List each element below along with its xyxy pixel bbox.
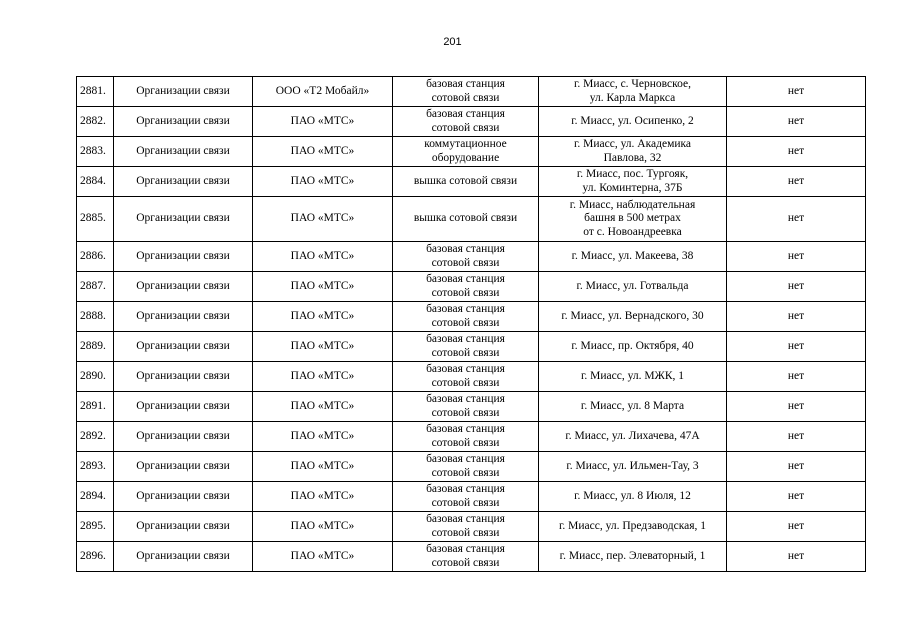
row-number-cell-text: 2892. <box>80 429 106 442</box>
address-cell-text: г. Миасс, пос. Тургояк, ул. Коминтерна, 37Б <box>576 168 689 194</box>
object-type-cell-text: базовая станция сотовой связи <box>426 78 505 104</box>
flag-cell <box>727 107 866 137</box>
flag-cell-text: нет <box>787 114 805 127</box>
object-type-cell-text: базовая станция сотовой связи <box>426 543 505 569</box>
row-number-cell <box>77 362 114 392</box>
row-number-cell <box>77 332 114 362</box>
flag-cell <box>727 77 866 107</box>
owner-cell <box>253 512 393 542</box>
category-cell-text: Организации связи <box>136 459 230 472</box>
category-cell <box>114 392 253 422</box>
owner-cell-text: ПАО «МТС» <box>290 212 355 225</box>
address-cell-text: г. Миасс, наблюдательная башня в 500 метрах от с. Новоандреевка <box>569 198 696 238</box>
owner-cell <box>253 422 393 452</box>
address-cell <box>539 242 727 272</box>
flag-cell-text: нет <box>787 212 805 225</box>
object-type-cell-text: базовая станция сотовой связи <box>426 423 505 449</box>
object-type-cell <box>393 77 539 107</box>
row-number-cell-text: 2881. <box>80 84 106 97</box>
flag-cell-text: нет <box>787 174 805 187</box>
table-row <box>77 242 866 272</box>
category-cell <box>114 302 253 332</box>
category-cell <box>114 512 253 542</box>
owner-cell-text: ПАО «МТС» <box>290 174 355 187</box>
address-cell-text: г. Миасс, ул. Готвальда <box>576 279 689 292</box>
row-number-cell <box>77 422 114 452</box>
object-type-cell-text: базовая станция сотовой связи <box>426 273 505 299</box>
row-number-cell-text: 2886. <box>80 249 106 262</box>
object-type-cell <box>393 167 539 197</box>
category-cell-text: Организации связи <box>136 174 230 187</box>
object-type-cell-text: базовая станция сотовой связи <box>426 303 505 329</box>
owner-cell <box>253 197 393 242</box>
row-number-cell <box>77 167 114 197</box>
row-number-cell-text: 2894. <box>80 489 106 502</box>
category-cell-text: Организации связи <box>136 339 230 352</box>
address-cell <box>539 542 727 572</box>
owner-cell-text: ПАО «МТС» <box>290 339 355 352</box>
flag-cell-text: нет <box>787 339 805 352</box>
row-number-cell <box>77 77 114 107</box>
flag-cell <box>727 452 866 482</box>
row-number-cell <box>77 482 114 512</box>
object-type-cell <box>393 362 539 392</box>
table-row <box>77 107 866 137</box>
row-number-cell-text: 2884. <box>80 174 106 187</box>
category-cell-text: Организации связи <box>136 549 230 562</box>
address-cell <box>539 332 727 362</box>
table-row <box>77 302 866 332</box>
table-row <box>77 272 866 302</box>
owner-cell-text: ПАО «МТС» <box>290 144 355 157</box>
category-cell-text: Организации связи <box>136 309 230 322</box>
owner-cell-text: ПАО «МТС» <box>290 114 355 127</box>
table-row <box>77 137 866 167</box>
flag-cell <box>727 167 866 197</box>
flag-cell-text: нет <box>787 84 805 97</box>
owner-cell-text: ПАО «МТС» <box>290 399 355 412</box>
category-cell-text: Организации связи <box>136 144 230 157</box>
category-cell <box>114 542 253 572</box>
row-number-cell-text: 2882. <box>80 114 106 127</box>
category-cell <box>114 137 253 167</box>
category-cell-text: Организации связи <box>136 212 230 225</box>
registry-table-body <box>77 77 866 572</box>
row-number-cell <box>77 452 114 482</box>
row-number-cell-text: 2885. <box>80 212 106 225</box>
owner-cell <box>253 332 393 362</box>
owner-cell <box>253 242 393 272</box>
address-cell <box>539 362 727 392</box>
flag-cell-text: нет <box>787 399 805 412</box>
page-number: 201 <box>443 36 462 48</box>
row-number-cell <box>77 542 114 572</box>
flag-cell <box>727 302 866 332</box>
row-number-cell <box>77 137 114 167</box>
object-type-cell <box>393 272 539 302</box>
object-type-cell <box>393 452 539 482</box>
category-cell <box>114 452 253 482</box>
object-type-cell <box>393 392 539 422</box>
owner-cell-text: ПАО «МТС» <box>290 459 355 472</box>
table-row <box>77 332 866 362</box>
row-number-cell-text: 2888. <box>80 309 106 322</box>
address-cell-text: г. Миасс, ул. Макеева, 38 <box>571 249 694 262</box>
object-type-cell-text: базовая станция сотовой связи <box>426 108 505 134</box>
category-cell-text: Организации связи <box>136 429 230 442</box>
flag-cell <box>727 542 866 572</box>
flag-cell-text: нет <box>787 519 805 532</box>
table-row <box>77 167 866 197</box>
owner-cell <box>253 77 393 107</box>
object-type-cell <box>393 137 539 167</box>
row-number-cell-text: 2895. <box>80 519 106 532</box>
address-cell-text: г. Миасс, пер. Элеваторный, 1 <box>559 549 706 562</box>
address-cell <box>539 512 727 542</box>
table-row <box>77 452 866 482</box>
object-type-cell-text: базовая станция сотовой связи <box>426 393 505 419</box>
object-type-cell <box>393 242 539 272</box>
row-number-cell-text: 2887. <box>80 279 106 292</box>
category-cell-text: Организации связи <box>136 489 230 502</box>
category-cell-text: Организации связи <box>136 369 230 382</box>
owner-cell <box>253 137 393 167</box>
owner-cell <box>253 167 393 197</box>
owner-cell-text: ПАО «МТС» <box>290 279 355 292</box>
flag-cell <box>727 392 866 422</box>
owner-cell <box>253 482 393 512</box>
owner-cell-text: ООО «Т2 Мобайл» <box>275 84 370 97</box>
flag-cell-text: нет <box>787 144 805 157</box>
object-type-cell <box>393 482 539 512</box>
address-cell-text: г. Миасс, ул. МЖК, 1 <box>580 369 685 382</box>
owner-cell-text: ПАО «МТС» <box>290 309 355 322</box>
address-cell-text: г. Миасс, ул. Академика Павлова, 32 <box>573 138 692 164</box>
address-cell-text: г. Миасс, ул. Лихачева, 47А <box>565 429 700 442</box>
category-cell <box>114 107 253 137</box>
object-type-cell <box>393 107 539 137</box>
row-number-cell-text: 2883. <box>80 144 106 157</box>
flag-cell-text: нет <box>787 249 805 262</box>
address-cell-text: г. Миасс, ул. Осипенко, 2 <box>571 114 694 127</box>
category-cell <box>114 197 253 242</box>
row-number-cell <box>77 512 114 542</box>
flag-cell <box>727 332 866 362</box>
table-row <box>77 482 866 512</box>
table-row <box>77 422 866 452</box>
flag-cell <box>727 197 866 242</box>
address-cell-text: г. Миасс, с. Черновское, ул. Карла Маркса <box>573 78 692 104</box>
address-cell <box>539 452 727 482</box>
table-row <box>77 197 866 242</box>
category-cell <box>114 167 253 197</box>
row-number-cell <box>77 197 114 242</box>
category-cell <box>114 272 253 302</box>
table-row <box>77 362 866 392</box>
object-type-cell <box>393 422 539 452</box>
object-type-cell <box>393 302 539 332</box>
owner-cell <box>253 107 393 137</box>
flag-cell-text: нет <box>787 369 805 382</box>
address-cell <box>539 107 727 137</box>
category-cell-text: Организации связи <box>136 519 230 532</box>
address-cell <box>539 482 727 512</box>
address-cell-text: г. Миасс, ул. 8 Марта <box>580 399 685 412</box>
flag-cell-text: нет <box>787 279 805 292</box>
object-type-cell-text: вышка сотовой связи <box>413 212 518 225</box>
owner-cell-text: ПАО «МТС» <box>290 489 355 502</box>
row-number-cell-text: 2896. <box>80 549 106 562</box>
flag-cell <box>727 362 866 392</box>
address-cell <box>539 272 727 302</box>
flag-cell-text: нет <box>787 429 805 442</box>
owner-cell <box>253 452 393 482</box>
object-type-cell <box>393 332 539 362</box>
address-cell <box>539 302 727 332</box>
row-number-cell-text: 2893. <box>80 459 106 472</box>
table-row <box>77 77 866 107</box>
address-cell <box>539 137 727 167</box>
flag-cell-text: нет <box>787 549 805 562</box>
address-cell-text: г. Миасс, ул. 8 Июля, 12 <box>574 489 691 502</box>
category-cell <box>114 332 253 362</box>
row-number-cell-text: 2889. <box>80 339 106 352</box>
flag-cell-text: нет <box>787 309 805 322</box>
flag-cell <box>727 422 866 452</box>
table-row <box>77 542 866 572</box>
flag-cell <box>727 137 866 167</box>
owner-cell-text: ПАО «МТС» <box>290 249 355 262</box>
flag-cell <box>727 512 866 542</box>
owner-cell-text: ПАО «МТС» <box>290 369 355 382</box>
object-type-cell <box>393 512 539 542</box>
flag-cell <box>727 272 866 302</box>
owner-cell <box>253 362 393 392</box>
address-cell <box>539 422 727 452</box>
owner-cell <box>253 542 393 572</box>
category-cell <box>114 482 253 512</box>
object-type-cell-text: базовая станция сотовой связи <box>426 453 505 479</box>
category-cell-text: Организации связи <box>136 249 230 262</box>
object-type-cell-text: базовая станция сотовой связи <box>426 483 505 509</box>
object-type-cell <box>393 197 539 242</box>
flag-cell-text: нет <box>787 489 805 502</box>
row-number-cell <box>77 272 114 302</box>
object-type-cell-text: базовая станция сотовой связи <box>426 363 505 389</box>
row-number-cell-text: 2890. <box>80 369 106 382</box>
category-cell-text: Организации связи <box>136 114 230 127</box>
object-type-cell-text: базовая станция сотовой связи <box>426 333 505 359</box>
address-cell <box>539 77 727 107</box>
row-number-cell-text: 2891. <box>80 399 106 412</box>
category-cell <box>114 77 253 107</box>
owner-cell-text: ПАО «МТС» <box>290 549 355 562</box>
owner-cell <box>253 272 393 302</box>
address-cell-text: г. Миасс, ул. Предзаводская, 1 <box>558 519 707 532</box>
address-cell-text: г. Миасс, пр. Октября, 40 <box>571 339 694 352</box>
object-type-cell-text: вышка сотовой связи <box>413 174 518 187</box>
address-cell <box>539 392 727 422</box>
table-row <box>77 392 866 422</box>
object-type-cell-text: базовая станция сотовой связи <box>426 243 505 269</box>
address-cell <box>539 197 727 242</box>
category-cell <box>114 362 253 392</box>
flag-cell <box>727 482 866 512</box>
category-cell <box>114 422 253 452</box>
category-cell <box>114 242 253 272</box>
owner-cell <box>253 302 393 332</box>
registry-table <box>76 76 866 572</box>
row-number-cell <box>77 242 114 272</box>
table-row <box>77 512 866 542</box>
category-cell-text: Организации связи <box>136 399 230 412</box>
address-cell <box>539 167 727 197</box>
object-type-cell <box>393 542 539 572</box>
owner-cell-text: ПАО «МТС» <box>290 519 355 532</box>
object-type-cell-text: базовая станция сотовой связи <box>426 513 505 539</box>
flag-cell <box>727 242 866 272</box>
owner-cell <box>253 392 393 422</box>
category-cell-text: Организации связи <box>136 279 230 292</box>
row-number-cell <box>77 302 114 332</box>
object-type-cell-text: коммутационное оборудование <box>424 138 507 164</box>
flag-cell-text: нет <box>787 459 805 472</box>
category-cell-text: Организации связи <box>136 84 230 97</box>
address-cell-text: г. Миасс, ул. Вернадского, 30 <box>561 309 704 322</box>
owner-cell-text: ПАО «МТС» <box>290 429 355 442</box>
row-number-cell <box>77 392 114 422</box>
row-number-cell <box>77 107 114 137</box>
address-cell-text: г. Миасс, ул. Ильмен-Тау, 3 <box>566 459 699 472</box>
